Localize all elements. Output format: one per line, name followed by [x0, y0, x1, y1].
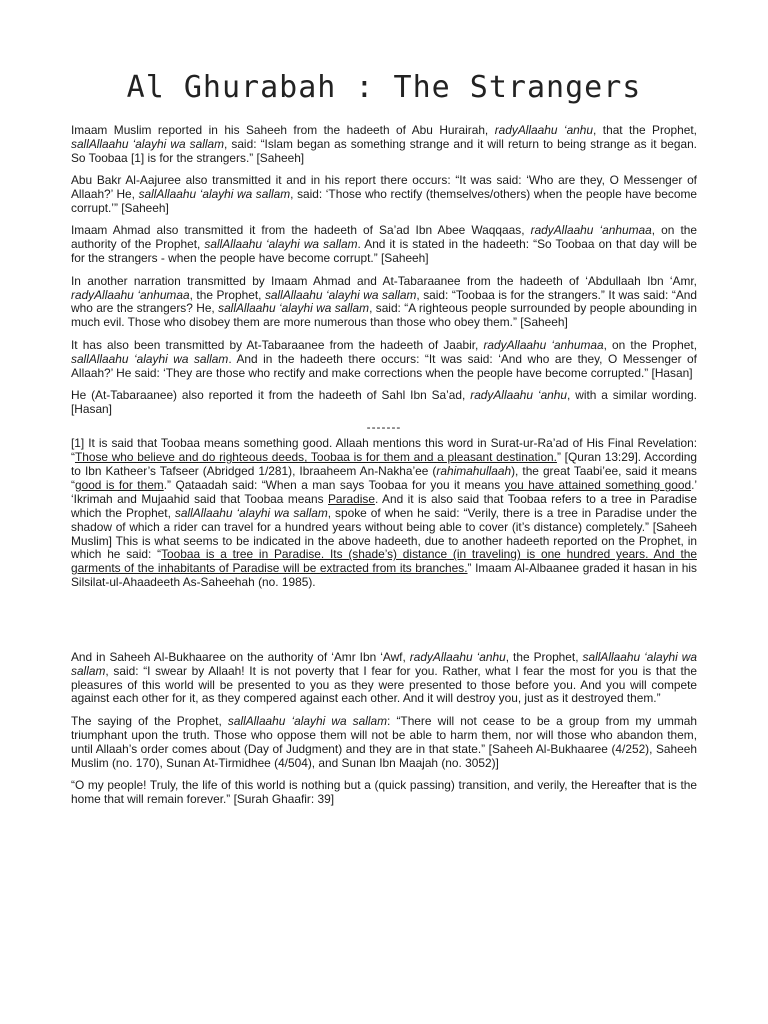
paragraph-4: In another narration transmitted by Imaam Ahmad and At-Tabaraanee from the hadeeth of ‘Abdullaah Ibn ‘Amr, radyAllaahu ‘anhumaa, the Prophet, sallAllaahu ‘alayhi wa sallam, said: “Toobaa is for the strangers.” It was said: “And who are the strangers? He, sallAllaahu ‘alayhi wa sallam, said: “A righteous people surrounded by people abounding in much evil. Those who disobey them are more numerous than those who obey them.” [Saheeh] — [71, 273, 697, 330]
spacer — [71, 599, 697, 651]
document-body — [71, 124, 697, 815]
page-title: Al Ghurabah : The Strangers — [126, 70, 642, 105]
paragraph-9: “O my people! Truly, the life of this world is nothing but a (quick passing) transition, and verily, the Hereafter that is the home that will remain forever.” [Surah Ghaafir: 39] — [71, 777, 697, 806]
paragraph-7: And in Saheeh Al-Bukhaaree on the authority of ‘Amr Ibn ‘Awf, radyAllaahu ‘anhu, the Prophet, sallAllaahu ‘alayhi wa sallam, said: “I swear by Allaah! It is not poverty that I fear for you. Rather, what I fear the most for you is that the pleasures of this world will be presented to you as they were presented to those before you. And you will compete against each other for it, as they compered against each other. And it will destroy you, just as it destroyed them.” — [71, 649, 697, 706]
paragraph-6: He (At-Tabaraanee) also reported it from the hadeeth of Sahl Ibn Sa’ad, radyAllaahu ‘anhu, with a similar wording. [Hasan] — [71, 388, 697, 416]
paragraph-2: Abu Bakr Al-Aajuree also transmitted it and in his report there occurs: “It was said: ‘Who are they, O Messenger of Allaah?’ He, sallAllaahu ‘alayhi wa sallam, said: ‘Those who rectify (themselves/others) when the people have become corrupt.’” [Saheeh] — [71, 173, 697, 216]
paragraph-1: Imaam Muslim reported in his Saheeh from the hadeeth of Abu Hurairah, radyAllaahu ‘anhu, that the Prophet, sallAllaahu ‘alayhi wa sallam, said: “Islam began as something strange and it will return to being strange as it began. So Toobaa [1] is for the strangers.” [Saheeh] — [71, 123, 697, 165]
paragraph-8: The saying of the Prophet, sallAllaahu ‘alayhi wa sallam: “There will not cease to be a group from my ummah triumphant upon the truth. Those who oppose them will not be able to harm them, nor will those who abandon them, until Allaah’s order comes about (Day of Judgment) and they are in that state.” [Saheeh Al-Bukhaaree (4/252), Saheeh Muslim (no. 170), Sunan At-Tirmidhee (4/504), and Sunan Ibn Maajah (no. 3052)] — [71, 713, 697, 770]
section-separator: ------- — [366, 420, 402, 435]
paragraph-3: Imaam Ahmad also transmitted it from the hadeeth of Sa’ad Ibn Abee Waqqaas, radyAllaahu ‘anhumaa, on the authority of the Prophet, sallAllaahu ‘alayhi wa sallam. And it is stated in the hadeeth: “So Toobaa on that day will be for the strangers - when the people have become corrupt.” [Saheeh] — [71, 223, 697, 266]
paragraph-5: It has also been transmitted by At-Tabaraanee from the hadeeth of Jaabir, radyAllaahu ‘anhumaa, on the Prophet, sallAllaahu ‘alayhi wa sallam. And in the hadeeth there occurs: “It was said: ‘And who are they, O Messenger of Allaah?’ He said: ‘They are those who rectify and make corrections when the people have become corrupted.” [Hasan] — [71, 337, 697, 380]
footnote-1: [1] It is said that Toobaa means something good. Allaah mentions this word in Surat-ur-Ra’ad of His Final Revelation: “Those who believe and do righteous deeds, Toobaa is for them and a pleasant destination.” [Quran 13:29]. According to Ibn Katheer’s Tafseer (Abridged 1/281), Ibraaheem An-Nakha’ee (rahimahullaah), the great Taabi’ee, said it means “good is for them.” Qataadah said: “When a man says Toobaa for you it means you have attained something good.’ ‘Ikrimah and Mujaahid said that Toobaa means Paradise. And it is also said that Toobaa refers to a tree in Paradise which the Prophet, sallAllaahu ‘alayhi wa sallam, spoke of when he said: “Verily, there is a tree in Paradise under the shadow of which a rider can travel for a hundred years without being able to cover (it’s distance) completely.” [Saheeh Muslim] This is what seems to be indicated in the above hadeeth, due to another hadeeth reported on the Prophet, in which he said: “Toobaa is a tree in Paradise. Its (shade’s) distance (in traveling) is one hundred years. And the garments of the inhabitants of Paradise will be extracted from its branches.” Imaam Al-Albaanee graded it hasan in his Silsilat-ul-Ahaadeeth As-Saheehah (no. 1985). — [71, 436, 698, 590]
